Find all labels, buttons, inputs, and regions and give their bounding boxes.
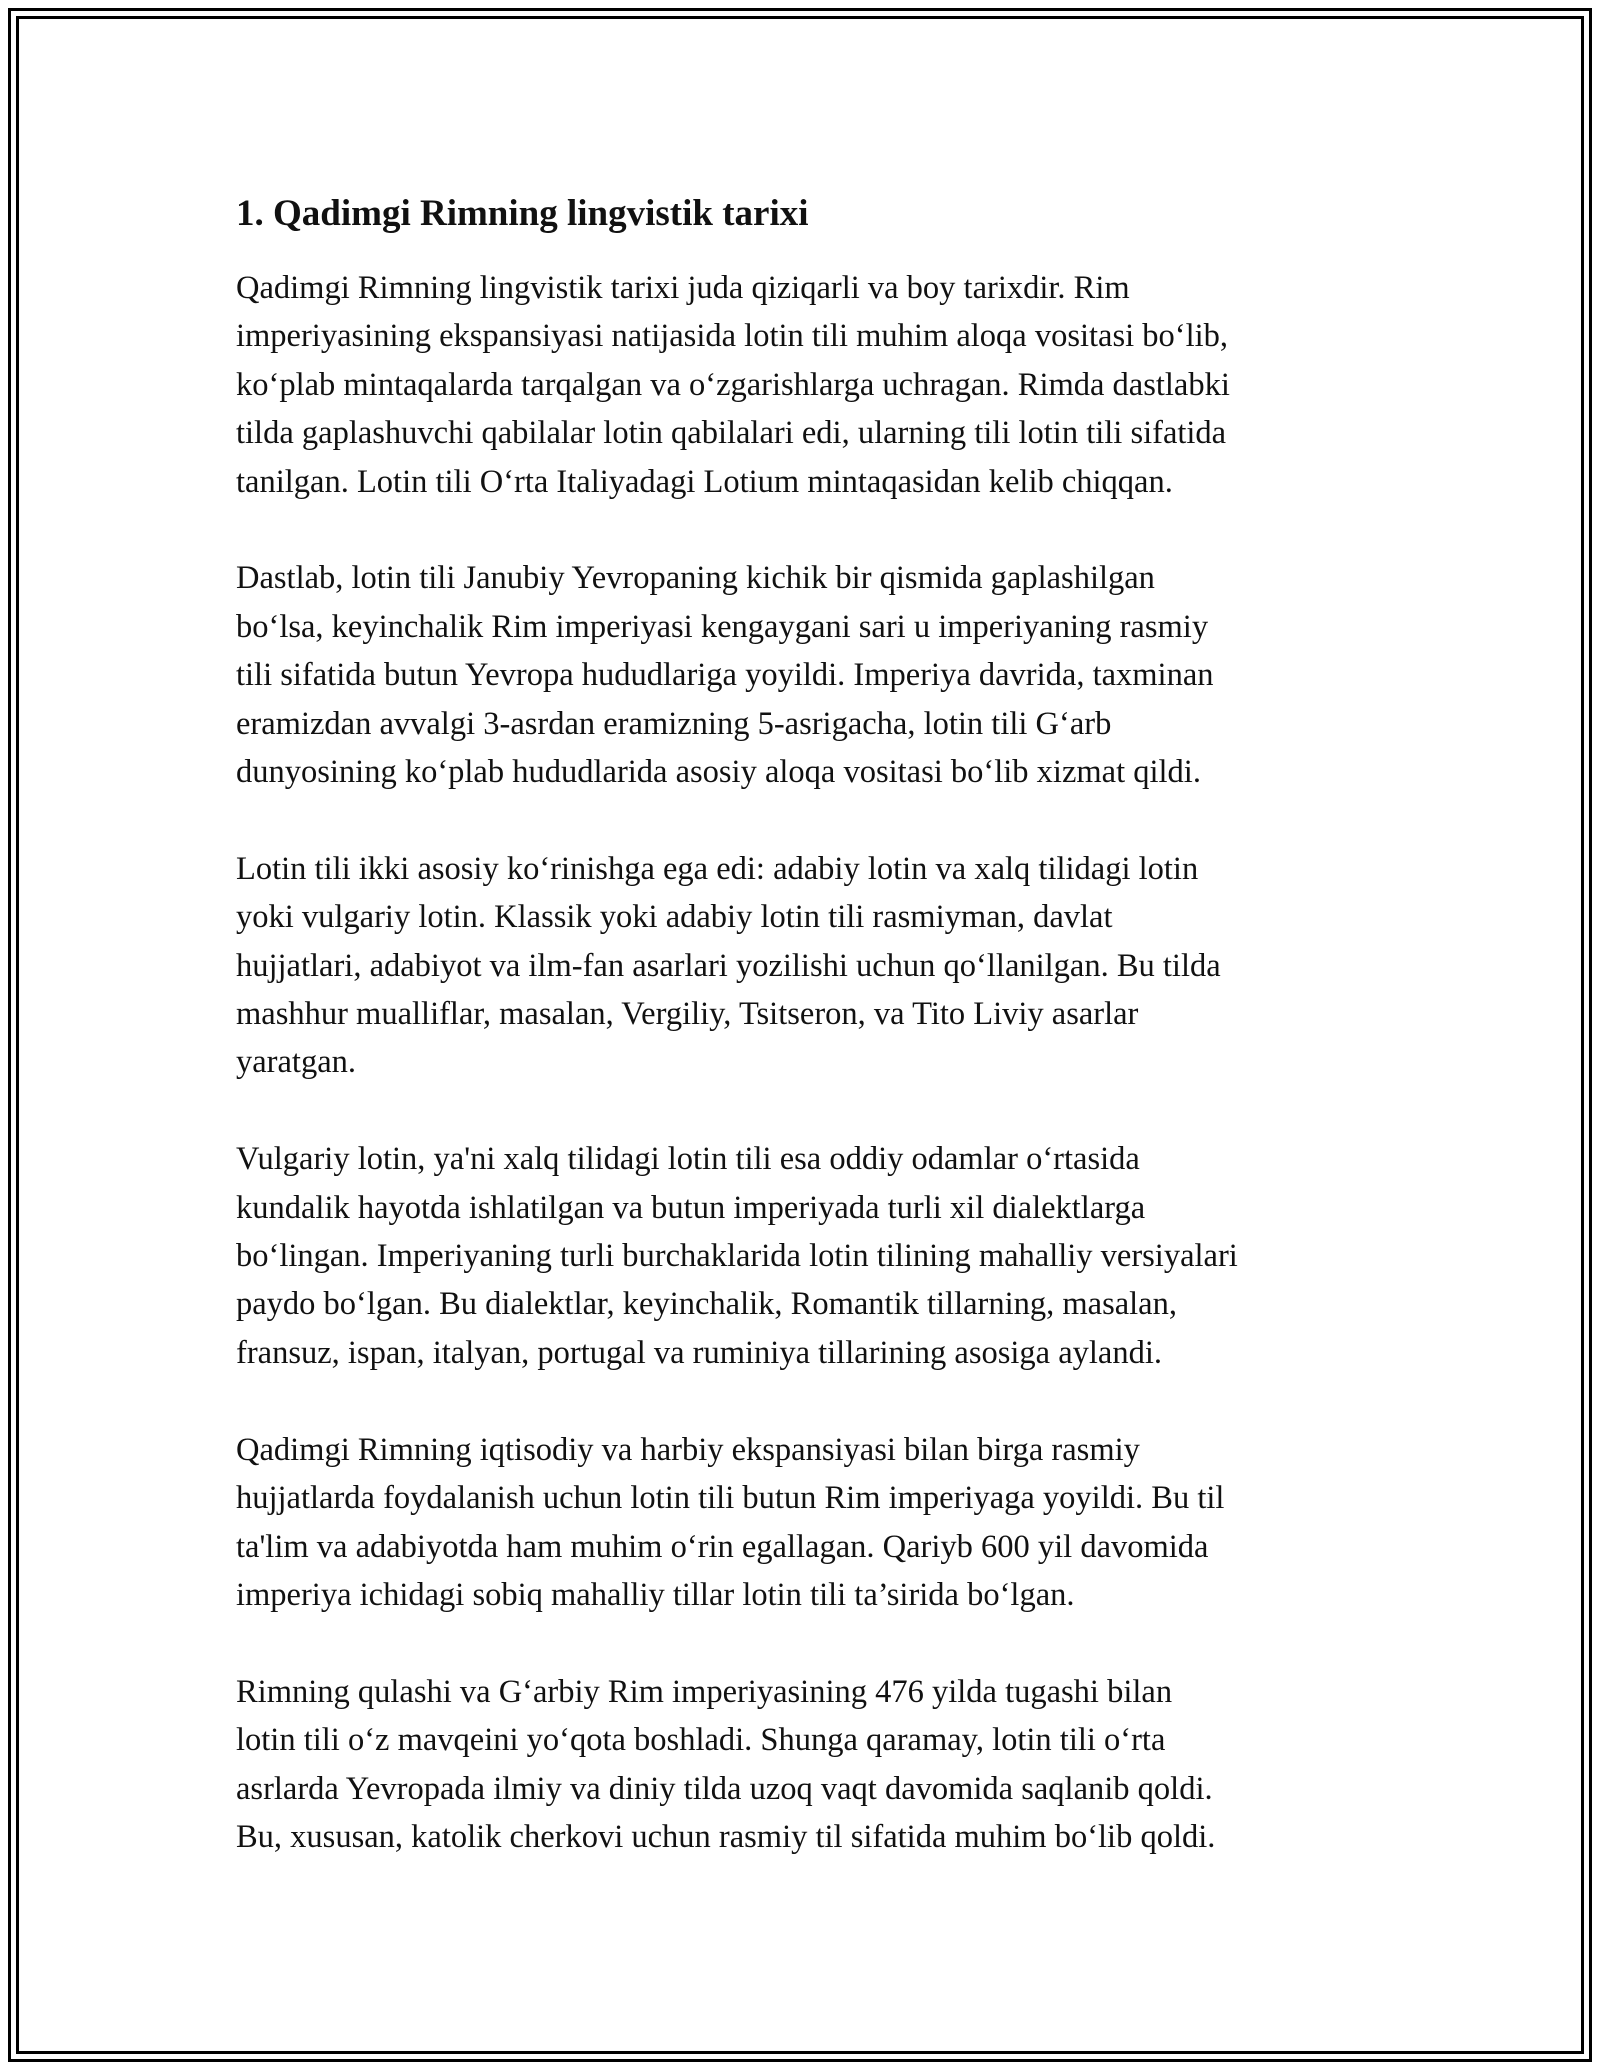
paragraph-line: imperiya ichidagi sobiq mahalliy tillar lotin tili ta’sirida bo‘lgan. bbox=[236, 1576, 1075, 1613]
paragraph-line: ko‘plab mintaqalarda tarqalgan va o‘zgarishlarga uchragan. Rimda dastlabki bbox=[236, 366, 1230, 403]
section-heading: 1. Qadimgi Rimning lingvistik tarixi bbox=[236, 193, 809, 234]
paragraph-line: lotin tili o‘z mavqeini yo‘qota boshladi. Shunga qaramay, lotin tili o‘rta bbox=[236, 1722, 1166, 1759]
paragraph-line: imperiyasining ekspansiyasi natijasida lotin tili muhim aloqa vositasi bo‘lib, bbox=[236, 318, 1229, 355]
paragraph-line: fransuz, ispan, italyan, portugal va ruminiya tillarining asosiga aylandi. bbox=[236, 1334, 1163, 1371]
document-body bbox=[236, 190, 1376, 1910]
paragraph-3 bbox=[236, 845, 1376, 1087]
paragraph-line: bo‘lsa, keyinchalik Rim imperiyasi kengaygani sari u imperiyaning rasmiy bbox=[236, 608, 1209, 645]
paragraph-5 bbox=[236, 1426, 1376, 1620]
paragraph-line: paydo bo‘lgan. Bu dialektlar, keyinchalik, Romantik tillarning, masalan, bbox=[236, 1286, 1177, 1323]
paragraph-2 bbox=[236, 554, 1376, 796]
paragraph-line: eramizdan avvalgi 3-asrdan eramizning 5-asrigacha, lotin tili G‘arb bbox=[236, 705, 1112, 742]
paragraph-line: ta'lim va adabiyotda ham muhim o‘rin egallagan. Qariyb 600 yil davomida bbox=[236, 1528, 1209, 1565]
paragraph-line: yaratgan. bbox=[236, 1044, 357, 1081]
paragraph-line: Lotin tili ikki asosiy ko‘rinishga ega edi: adabiy lotin va xalq tilidagi lotin bbox=[236, 850, 1199, 887]
paragraph-line: tanilgan. Lotin tili O‘rta Italiyadagi Lotium mintaqasidan kelib chiqqan. bbox=[236, 463, 1173, 500]
paragraph-line: Vulgariy lotin, ya'ni xalq tilidagi lotin tili esa oddiy odamlar o‘rtasida bbox=[236, 1141, 1140, 1178]
paragraph-line: Dastlab, lotin tili Janubiy Yevropaning kichik bir qismida gaplashilgan bbox=[236, 560, 1155, 597]
paragraph-4 bbox=[236, 1135, 1376, 1377]
paragraph-1 bbox=[236, 264, 1376, 506]
paragraph-line: kundalik hayotda ishlatilgan va butun imperiyada turli xil dialektlarga bbox=[236, 1189, 1146, 1226]
paragraph-6 bbox=[236, 1668, 1376, 1862]
paragraph-line: yoki vulgariy lotin. Klassik yoki adabiy lotin tili rasmiyman, davlat bbox=[236, 899, 1113, 936]
paragraph-line: Qadimgi Rimning iqtisodiy va harbiy ekspansiyasi bilan birga rasmiy bbox=[236, 1431, 1140, 1468]
paragraph-line: asrlarda Yevropada ilmiy va diniy tilda uzoq vaqt davomida saqlanib qoldi. bbox=[236, 1770, 1213, 1807]
paragraph-line: Rimning qulashi va G‘arbiy Rim imperiyasining 476 yilda tugashi bilan bbox=[236, 1673, 1173, 1710]
paragraph-line: hujjatlari, adabiyot va ilm-fan asarlari yozilishi uchun qo‘llanilgan. Bu tilda bbox=[236, 947, 1221, 984]
paragraph-line: Bu, xususan, katolik cherkovi uchun rasmiy til sifatida muhim bo‘lib qoldi. bbox=[236, 1818, 1216, 1855]
paragraph-line: tilda gaplashuvchi qabilalar lotin qabilalari edi, ularning tili lotin tili sifatida bbox=[236, 415, 1227, 452]
paragraph-line: dunyosining ko‘plab hududlarida asosiy aloqa vositasi bo‘lib xizmat qildi. bbox=[236, 754, 1201, 791]
paragraph-line: bo‘lingan. Imperiyaning turli burchaklarida lotin tilining mahalliy versiyalari bbox=[236, 1238, 1238, 1275]
paragraph-line: Qadimgi Rimning lingvistik tarixi juda qiziqarli va boy tarixdir. Rim bbox=[236, 270, 1130, 306]
paragraph-line: tili sifatida butun Yevropa hududlariga yoyildi. Imperiya davrida, taxminan bbox=[236, 657, 1214, 694]
paragraph-line: mashhur mualliflar, masalan, Vergiliy, Tsitseron, va Tito Liviy asarlar bbox=[236, 996, 1139, 1033]
paragraph-line: hujjatlarda foydalanish uchun lotin tili butun Rim imperiyaga yoyildi. Bu til bbox=[236, 1480, 1225, 1517]
